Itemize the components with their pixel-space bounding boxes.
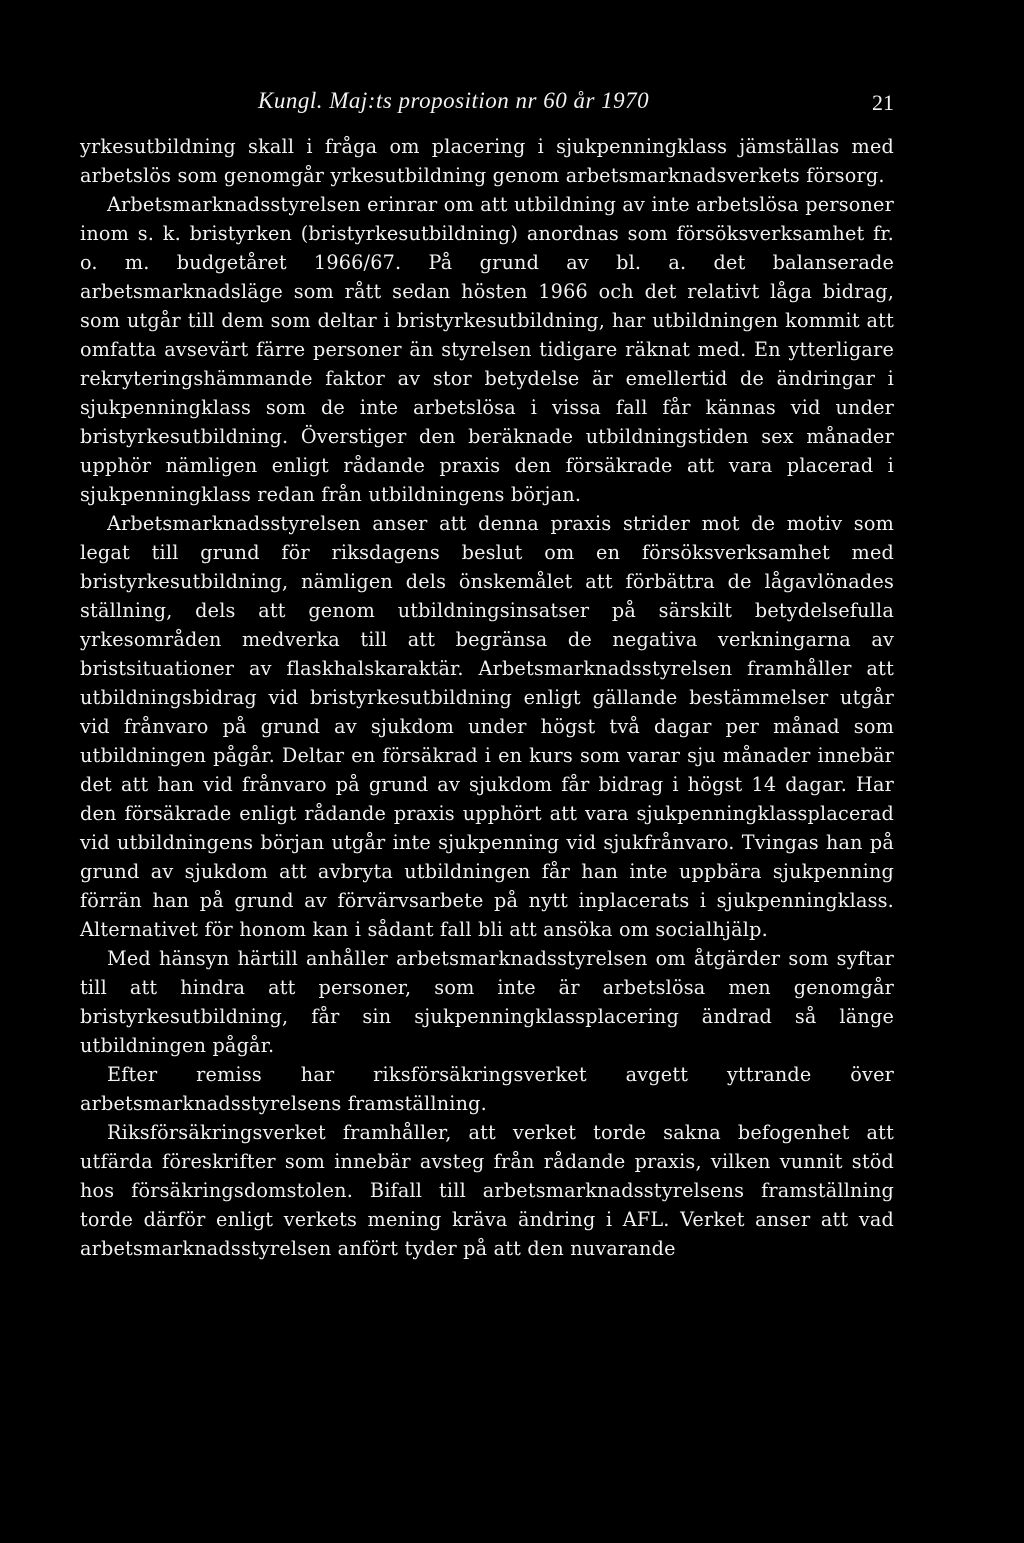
paragraph-continuation: yrkesutbildning skall i fråga om placering i sjukpenningklass jämställas med arbetslös som genomgår yrkesutbildning genom arbetsmarknadsverkets försorg. [80,135,894,187]
paragraph: Arbetsmarknadsstyrelsen anser att denna praxis strider mot de motiv som legat till grund för riksdagens beslut om en försöksverksamhet med bristyrkesutbildning, nämligen dels önskemålet att förbättra de lågavlönades ställning, dels att genom utbildningsinsatser på särskilt betydelsefulla yrkesområden medverka till att begränsa de negativa verkningarna av bristsituationer av flaskhalskaraktär. Arbetsmarknadsstyrelsen framhåller att utbildningsbidrag vid bristyrkesutbildning enligt gällande bestämmelser utgår vid frånvaro på grund av sjukdom under högst två dagar per månad som utbildningen pågår. Deltar en försäkrad i en kurs som varar sju månader innebär det att han vid frånvaro på grund av sjukdom får bidrag i högst 14 dagar. Har den försäkrade enligt rådande praxis upphört att vara sjukpenningklassplacerad vid utbildningens början utgår inte sjukpenning vid sjukfrånvaro. Tvingas han på grund av sjukdom att avbryta utbildningen får han inte uppbära sjukpenning förrän han på grund av förvärvsarbete på nytt inplacerats i sjukpenningklass. Alternativet för honom kan i sådant fall bli att ansöka om socialhjälp. [80,512,894,941]
document-page [80,88,894,1263]
paragraph: Arbetsmarknadsstyrelsen erinrar om att utbildning av inte arbetslösa personer inom s. k. bristyrken (bristyrkesutbildning) anordnas som försöksverksamhet fr. o. m. budgetåret 1966/67. På grund av bl. a. det balanserade arbetsmarknadsläge som rått sedan hösten 1966 och det relativt låga bidrag, som utgår till dem som deltar i bristyrkesutbildning, har utbildningen kommit att omfatta avsevärt färre personer än styrelsen tidigare räknat med. En ytterligare rekryteringshämmande faktor av stor betydelse är emellertid de ändringar i sjukpenningklass som de inte arbetslösa i vissa fall får kännas vid under bristyrkesutbildning. Överstiger den beräknade utbildningstiden sex månader upphör nämligen enligt rådande praxis den försäkrade att vara placerad i sjukpenningklass redan från utbildningens början. [80,193,894,506]
paragraph: Riksförsäkringsverket framhåller, att verket torde sakna befogenhet att utfärda föreskrifter som innebär avsteg från rådande praxis, vilken vunnit stöd hos försäkringsdomstolen. Bifall till arbetsmarknadsstyrelsens framställning torde därför enligt verkets mening kräva ändring i AFL. Verket anser att vad arbetsmarknadsstyrelsen anfört tyder på att den nuvarande [80,1121,894,1260]
running-header-title: Kungl. Maj:ts proposition nr 60 år 1970 [258,88,650,113]
body-text [80,132,894,1263]
page-header [80,88,894,132]
paragraph: Med hänsyn härtill anhåller arbetsmarknadsstyrelsen om åtgärder som syftar till att hindra att personer, som inte är arbetslösa men genomgår bristyrkesutbildning, får sin sjukpenningklassplacering ändrad så länge utbildningen pågår. [80,947,894,1057]
paragraph: Efter remiss har riksförsäkringsverket avgett yttrande över arbetsmarknadsstyrelsens framställning. [80,1063,894,1115]
page-number: 21 [872,90,894,115]
